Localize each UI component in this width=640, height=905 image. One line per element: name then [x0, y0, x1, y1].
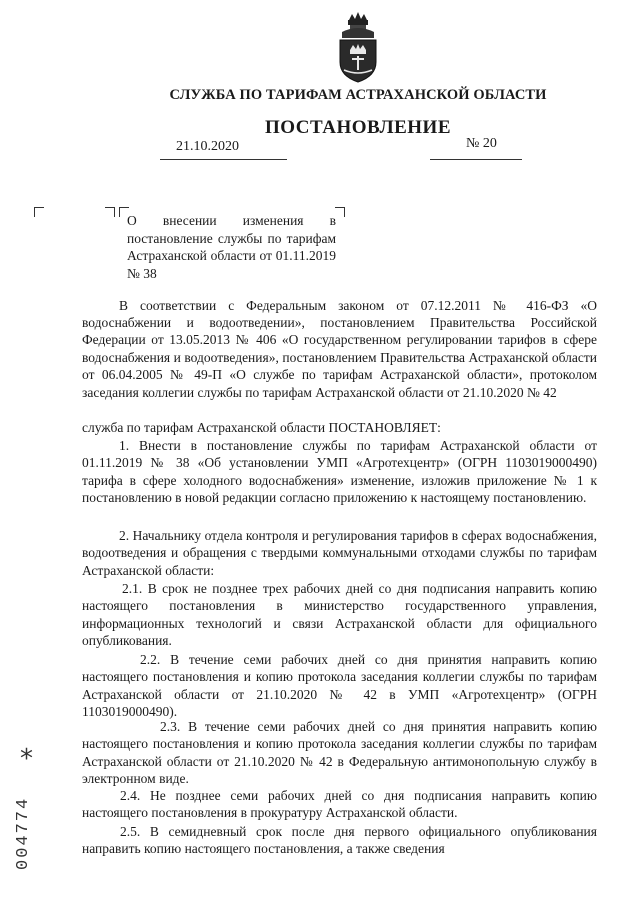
date-underline	[160, 159, 287, 160]
stamp-number: 004774	[14, 796, 33, 870]
agency-name: СЛУЖБА ПО ТАРИФАМ АСТРАХАНСКОЙ ОБЛАСТИ	[169, 87, 547, 103]
item-2-4: 2.4. Не позднее семи рабочих дней со дня подписания направить копию настоящего постановления в прокуратуру Астраханской области.	[82, 788, 597, 821]
document-subject: О внесении изменения в постановление службы по тарифам Астраханской области от 01.11.2019 № 38	[127, 213, 336, 281]
preamble-first-line: В соответствии с Федеральным законом от 07.12.2011 № 416-ФЗ «О	[119, 298, 597, 313]
preamble-paragraph: водоснабжении и водоотведении», постановлением Правительства Российской Федерации от 13.05.2013 № 406 «О государственном регулировании тарифов в сфере водоснабжения и водоотведения», постановлением Правительства Астраханской области от 06.04.2005 № 49-П «О службе по тарифам Астраханской области», протоколом заседания коллегии службы по тарифам Астраханской области от 21.10.2020 № 42	[82, 315, 597, 400]
item-2-5: 2.5. В семидневный срок после дня первого официального опубликования направить копию настоящего постановления, а также сведения	[82, 824, 597, 857]
document-date: 21.10.2020	[176, 139, 239, 154]
item-2-1: 2.1. В срок не позднее трех рабочих дней со дня подписания направить копию настоящего постановления в министерство государственного управления, информационных технологий и связи Астраханской области для официального опубликования.	[82, 581, 597, 649]
document-type: ПОСТАНОВЛЕНИЕ	[264, 117, 452, 138]
number-underline	[430, 159, 522, 160]
corner-mark	[34, 207, 44, 217]
item-1: 1. Внести в постановление службы по тарифам Астраханской области от 01.11.2019 № 38 «Об установлении УМП «Агротехцентр» (ОГРН 1103019000490) тарифа в сфере холодного водоснабжения» изменение, изложив приложение № 1 к постановлению в новой редакции согласно приложению к настоящему постановлению.	[82, 438, 597, 506]
coat-of-arms-icon	[330, 10, 386, 84]
item-2-2: 2.2. В течение семи рабочих дней со дня принятия направить копию настоящего постановления и копию протокола заседания коллегии службы по тарифам Астраханской области от 21.10.2020 № 42 в УМП «Агротехцентр» (ОГРН 1103019000490).	[82, 652, 597, 720]
margin-stamp	[14, 744, 44, 870]
stamp-mark: *	[20, 744, 33, 774]
document-number: № 20	[466, 136, 497, 151]
corner-mark	[105, 207, 115, 217]
item-2: 2. Начальнику отдела контроля и регулирования тарифов в сферах водоснабжения, водоотведения и обращения с твердыми коммунальными отходами службы по тарифам Астраханской области:	[82, 528, 597, 578]
resolves-line: служба по тарифам Астраханской области ПОСТАНОВЛЯЕТ:	[82, 420, 441, 435]
item-2-3: 2.3. В течение семи рабочих дней со дня принятия направить копию настоящего постановления и копию протокола заседания коллегии службы по тарифам Астраханской области от 21.10.2020 № 42 в Федеральную антимонопольную службу в электронном виде.	[82, 719, 597, 787]
corner-mark	[335, 207, 345, 217]
